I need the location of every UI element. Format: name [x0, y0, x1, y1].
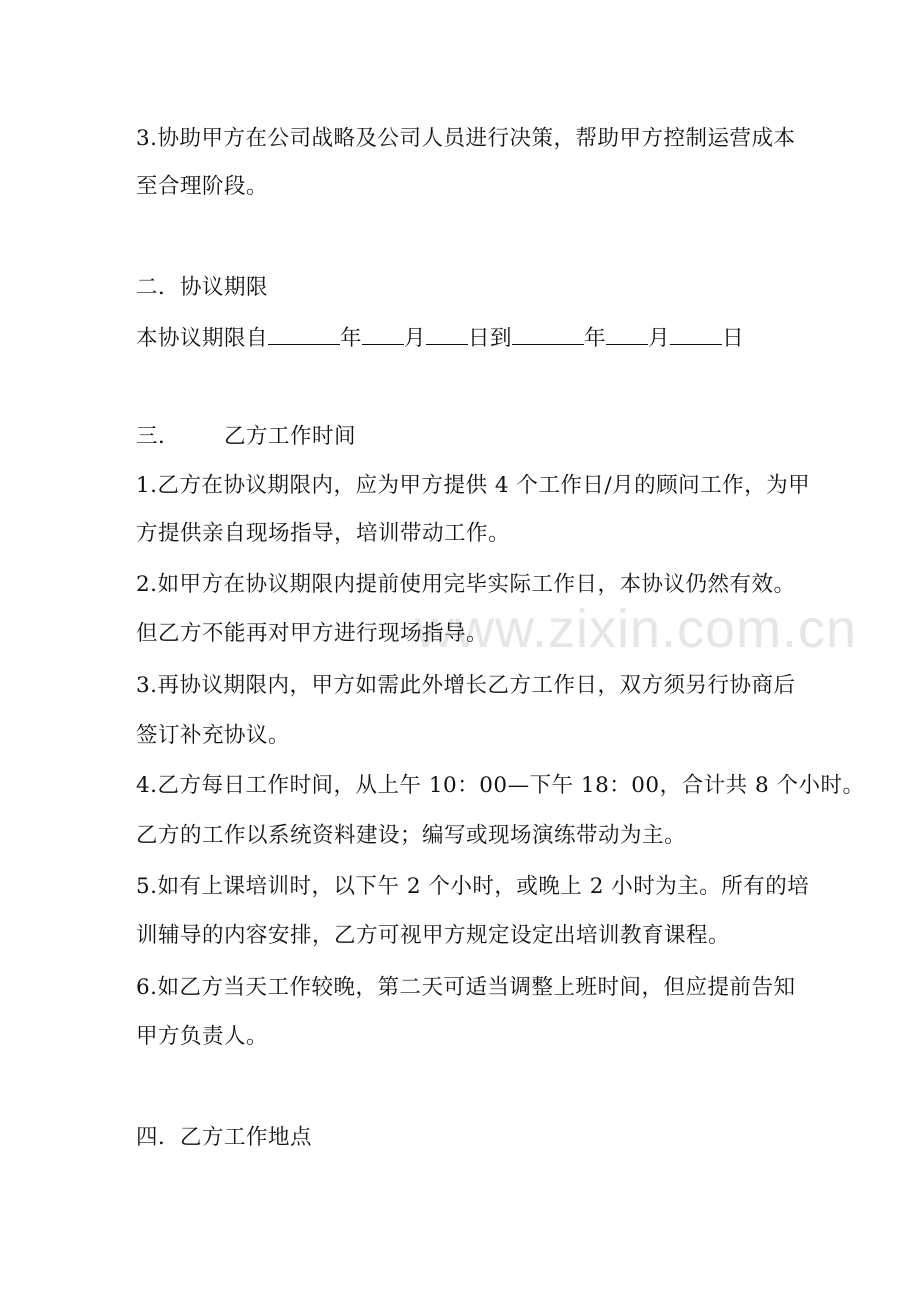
end-year-label: 年: [584, 326, 607, 351]
section3-item6-line2: 甲方负责人。: [136, 1024, 269, 1049]
section3-item1-line2: 方提供亲自现场指导，培训带动工作。: [136, 521, 511, 546]
start-month-blank: [362, 326, 404, 345]
section3-item5-line2: 训辅导的内容安排，乙方可视甲方规定设定出培训教育课程。: [136, 923, 731, 948]
section2-term-line: [136, 326, 744, 350]
end-month-label: 月: [648, 326, 671, 351]
section3-heading-text: 乙方工作时间: [224, 424, 357, 449]
section3-item3-line2: 签订补充协议。: [136, 723, 291, 748]
section3-item5-line1: 5.如有上课培训时，以下午 2 个小时，或晚上 2 小时为主。所有的培: [136, 874, 810, 899]
section3-heading: [136, 426, 356, 448]
start-day-label: 日到: [468, 326, 513, 351]
section2-heading: 二．协议期限: [136, 275, 269, 300]
section3-item3-line1: 3.再协议期限内，甲方如需此外增长乙方工作日，双方须另行协商后: [136, 673, 796, 698]
end-year-blank: [512, 326, 584, 345]
end-month-blank: [606, 326, 648, 345]
start-month-label: 月: [404, 326, 427, 351]
end-day-blank: [670, 326, 722, 345]
start-day-blank: [426, 326, 468, 345]
section3-item4-line2: 乙方的工作以系统资料建设；编写或现场演练带动为主。: [136, 823, 687, 848]
watermark: www.zixin.com.cn: [415, 599, 858, 659]
start-year-label: 年: [340, 326, 363, 351]
section3-item2-line2: 但乙方不能再对甲方进行现场指导。: [136, 621, 489, 646]
section4-heading: 四．乙方工作地点: [136, 1125, 313, 1150]
section3-item6-line1: 6.如乙方当天工作较晚，第二天可适当调整上班时间，但应提前告知: [136, 975, 796, 1000]
end-day-label: 日: [722, 326, 745, 351]
section1-item3-line1: 3.协助甲方在公司战略及公司人员进行决策，帮助甲方控制运营成本: [136, 126, 796, 151]
section3-item1-line1: 1.乙方在协议期限内，应为甲方提供 4 个工作日/月的顾问工作，为甲: [136, 473, 811, 498]
section3-heading-num: 三．: [136, 424, 181, 449]
section1-item3-line2: 至合理阶段。: [136, 174, 269, 199]
start-year-blank: [268, 326, 340, 345]
section3-item2-line1: 2.如甲方在协议期限内提前使用完毕实际工作日，本协议仍然有效。: [136, 572, 796, 597]
term-prefix: 本协议期限自: [136, 326, 269, 351]
section3-item4-line1: 4.乙方每日工作时间，从上午 10：00—下午 18：00，合计共 8 个小时。: [136, 773, 865, 798]
